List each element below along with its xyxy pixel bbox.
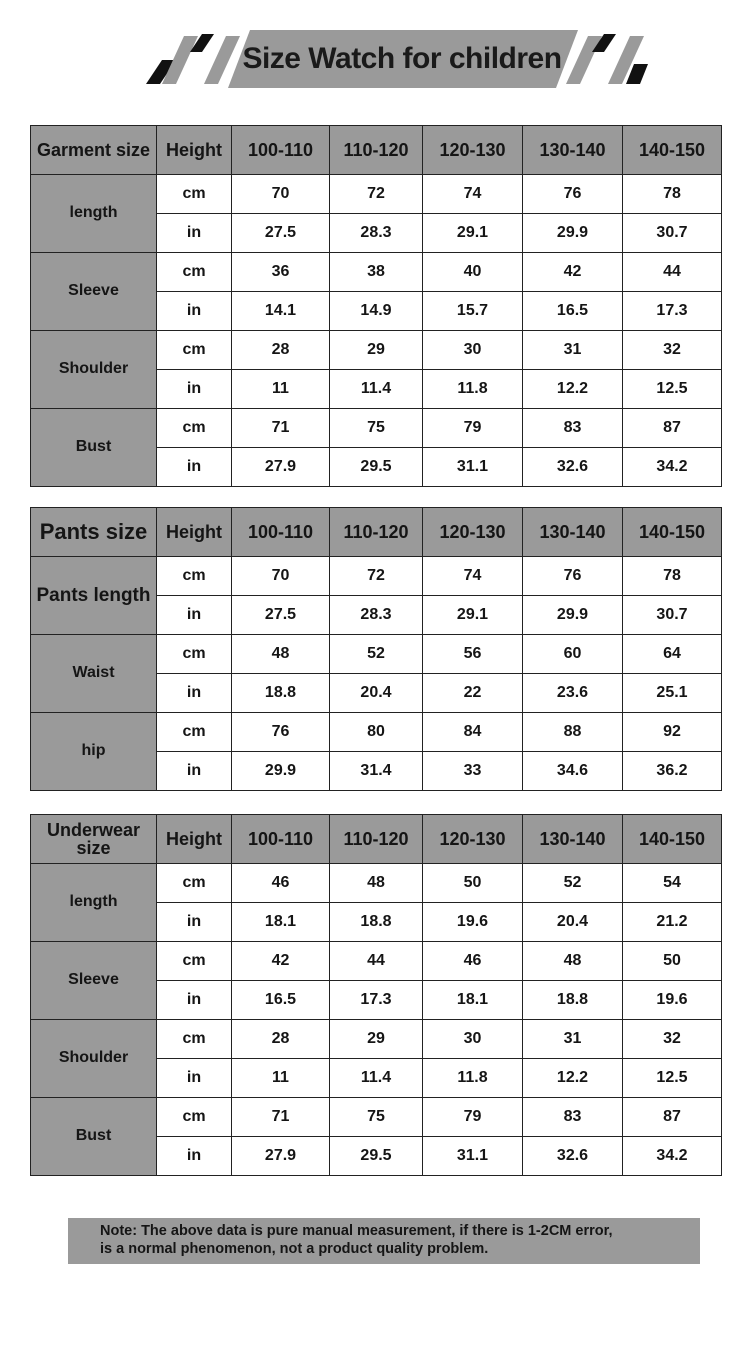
table-cell: 88 bbox=[523, 713, 623, 752]
table-cell: 12.5 bbox=[623, 1059, 722, 1098]
table-cell: 23.6 bbox=[523, 674, 623, 713]
table-cell: 46 bbox=[423, 942, 523, 981]
page-title: Size Watch for children bbox=[242, 42, 562, 75]
table-cell: 11.4 bbox=[330, 1059, 423, 1098]
table-cell: 87 bbox=[623, 409, 722, 448]
unit-cm: cm bbox=[157, 635, 232, 674]
table-row bbox=[31, 713, 722, 752]
table-cell: 60 bbox=[523, 635, 623, 674]
table-cell: 30 bbox=[423, 331, 523, 370]
table-cell: 27.9 bbox=[232, 1137, 330, 1176]
table-cell: 19.6 bbox=[423, 903, 523, 942]
row-label-waist: Waist bbox=[31, 635, 157, 713]
unit-in: in bbox=[157, 1059, 232, 1098]
table-cell: 79 bbox=[423, 409, 523, 448]
unit-in: in bbox=[157, 1137, 232, 1176]
table-cell: 31.1 bbox=[423, 1137, 523, 1176]
underwear-size-header: Underwear size bbox=[31, 815, 157, 864]
table-cell: 20.4 bbox=[330, 674, 423, 713]
table-cell: 25.1 bbox=[623, 674, 722, 713]
table-cell: 52 bbox=[523, 864, 623, 903]
title-banner bbox=[0, 0, 750, 100]
table-cell: 42 bbox=[523, 253, 623, 292]
table-row bbox=[31, 253, 722, 292]
table-cell: 29.9 bbox=[232, 752, 330, 791]
table-cell: 30 bbox=[423, 1020, 523, 1059]
table-cell: 64 bbox=[623, 635, 722, 674]
table-cell: 11 bbox=[232, 1059, 330, 1098]
unit-cm: cm bbox=[157, 331, 232, 370]
column-header: 120-130 bbox=[423, 815, 523, 864]
table-cell: 16.5 bbox=[232, 981, 330, 1020]
column-header: 110-120 bbox=[330, 815, 423, 864]
table-cell: 31 bbox=[523, 331, 623, 370]
column-header: 140-150 bbox=[623, 126, 722, 175]
unit-in: in bbox=[157, 292, 232, 331]
table-cell: 29.1 bbox=[423, 596, 523, 635]
table-cell: 11 bbox=[232, 370, 330, 409]
table-row bbox=[31, 1098, 722, 1137]
unit-cm: cm bbox=[157, 864, 232, 903]
table-cell: 14.1 bbox=[232, 292, 330, 331]
column-header: 130-140 bbox=[523, 126, 623, 175]
table-cell: 19.6 bbox=[623, 981, 722, 1020]
table-cell: 38 bbox=[330, 253, 423, 292]
table-row bbox=[31, 864, 722, 903]
row-label-length: length bbox=[31, 175, 157, 253]
table-cell: 29 bbox=[330, 331, 423, 370]
table-cell: 54 bbox=[623, 864, 722, 903]
row-label-pants-length: Pants length bbox=[31, 557, 157, 635]
table-row bbox=[31, 557, 722, 596]
table-cell: 44 bbox=[623, 253, 722, 292]
table-row bbox=[31, 331, 722, 370]
unit-in: in bbox=[157, 596, 232, 635]
row-label-length: length bbox=[31, 864, 157, 942]
row-label-shoulder: Shoulder bbox=[31, 1020, 157, 1098]
table-cell: 31 bbox=[523, 1020, 623, 1059]
table-cell: 34.2 bbox=[623, 448, 722, 487]
table-cell: 29 bbox=[330, 1020, 423, 1059]
unit-in: in bbox=[157, 981, 232, 1020]
table-cell: 74 bbox=[423, 557, 523, 596]
table-cell: 87 bbox=[623, 1098, 722, 1137]
table-cell: 20.4 bbox=[523, 903, 623, 942]
table-row bbox=[31, 1020, 722, 1059]
row-label-sleeve: Sleeve bbox=[31, 253, 157, 331]
column-header: 120-130 bbox=[423, 126, 523, 175]
table-cell: 72 bbox=[330, 557, 423, 596]
table-cell: 52 bbox=[330, 635, 423, 674]
height-header: Height bbox=[157, 126, 232, 175]
column-header: 100-110 bbox=[232, 815, 330, 864]
table-header-row bbox=[31, 126, 722, 175]
table-cell: 78 bbox=[623, 175, 722, 214]
table-cell: 84 bbox=[423, 713, 523, 752]
unit-in: in bbox=[157, 370, 232, 409]
table-cell: 70 bbox=[232, 175, 330, 214]
underwear-size-table bbox=[30, 814, 722, 1176]
table-cell: 42 bbox=[232, 942, 330, 981]
column-header: 140-150 bbox=[623, 508, 722, 557]
row-label-bust: Bust bbox=[31, 1098, 157, 1176]
table-cell: 30.7 bbox=[623, 596, 722, 635]
table-cell: 29.1 bbox=[423, 214, 523, 253]
table-cell: 56 bbox=[423, 635, 523, 674]
table-cell: 16.5 bbox=[523, 292, 623, 331]
row-label-shoulder: Shoulder bbox=[31, 331, 157, 409]
table-cell: 36 bbox=[232, 253, 330, 292]
unit-cm: cm bbox=[157, 175, 232, 214]
table-cell: 17.3 bbox=[623, 292, 722, 331]
unit-cm: cm bbox=[157, 557, 232, 596]
table-cell: 29.9 bbox=[523, 214, 623, 253]
table-cell: 40 bbox=[423, 253, 523, 292]
table-cell: 44 bbox=[330, 942, 423, 981]
unit-in: in bbox=[157, 214, 232, 253]
column-header: 100-110 bbox=[232, 126, 330, 175]
table-cell: 76 bbox=[232, 713, 330, 752]
table-cell: 12.2 bbox=[523, 370, 623, 409]
height-header: Height bbox=[157, 815, 232, 864]
table-cell: 28.3 bbox=[330, 214, 423, 253]
table-header-row bbox=[31, 508, 722, 557]
table-cell: 72 bbox=[330, 175, 423, 214]
table-cell: 36.2 bbox=[623, 752, 722, 791]
garment-size-header: Garment size bbox=[31, 126, 157, 175]
table-cell: 75 bbox=[330, 1098, 423, 1137]
table-cell: 27.5 bbox=[232, 596, 330, 635]
table-row bbox=[31, 175, 722, 214]
table-cell: 74 bbox=[423, 175, 523, 214]
pants-size-table bbox=[30, 507, 722, 791]
table-cell: 18.8 bbox=[523, 981, 623, 1020]
table-header-row bbox=[31, 815, 722, 864]
pants-size-header: Pants size bbox=[31, 508, 157, 557]
table-cell: 83 bbox=[523, 409, 623, 448]
table-cell: 70 bbox=[232, 557, 330, 596]
table-cell: 48 bbox=[523, 942, 623, 981]
table-cell: 32.6 bbox=[523, 1137, 623, 1176]
table-cell: 76 bbox=[523, 557, 623, 596]
table-cell: 12.5 bbox=[623, 370, 722, 409]
table-cell: 34.6 bbox=[523, 752, 623, 791]
column-header: 140-150 bbox=[623, 815, 722, 864]
table-cell: 18.8 bbox=[330, 903, 423, 942]
note-box bbox=[68, 1218, 700, 1264]
table-cell: 14.9 bbox=[330, 292, 423, 331]
height-header: Height bbox=[157, 508, 232, 557]
column-header: 120-130 bbox=[423, 508, 523, 557]
table-cell: 15.7 bbox=[423, 292, 523, 331]
table-row bbox=[31, 942, 722, 981]
table-row bbox=[31, 409, 722, 448]
garment-size-table bbox=[30, 125, 722, 487]
column-header: 130-140 bbox=[523, 508, 623, 557]
table-cell: 46 bbox=[232, 864, 330, 903]
table-cell: 78 bbox=[623, 557, 722, 596]
table-cell: 27.5 bbox=[232, 214, 330, 253]
table-cell: 71 bbox=[232, 1098, 330, 1137]
table-cell: 11.8 bbox=[423, 370, 523, 409]
table-cell: 50 bbox=[623, 942, 722, 981]
table-cell: 31.4 bbox=[330, 752, 423, 791]
table-cell: 50 bbox=[423, 864, 523, 903]
table-cell: 75 bbox=[330, 409, 423, 448]
table-cell: 17.3 bbox=[330, 981, 423, 1020]
row-label-sleeve: Sleeve bbox=[31, 942, 157, 1020]
table-cell: 18.8 bbox=[232, 674, 330, 713]
unit-cm: cm bbox=[157, 253, 232, 292]
table-cell: 11.8 bbox=[423, 1059, 523, 1098]
row-label-bust: Bust bbox=[31, 409, 157, 487]
unit-in: in bbox=[157, 903, 232, 942]
table-cell: 48 bbox=[330, 864, 423, 903]
table-cell: 28 bbox=[232, 331, 330, 370]
table-cell: 28.3 bbox=[330, 596, 423, 635]
column-header: 130-140 bbox=[523, 815, 623, 864]
unit-cm: cm bbox=[157, 713, 232, 752]
table-cell: 92 bbox=[623, 713, 722, 752]
table-cell: 32 bbox=[623, 331, 722, 370]
table-cell: 48 bbox=[232, 635, 330, 674]
table-row bbox=[31, 635, 722, 674]
table-cell: 76 bbox=[523, 175, 623, 214]
unit-in: in bbox=[157, 448, 232, 487]
table-cell: 31.1 bbox=[423, 448, 523, 487]
column-header: 110-120 bbox=[330, 126, 423, 175]
table-cell: 33 bbox=[423, 752, 523, 791]
table-cell: 32 bbox=[623, 1020, 722, 1059]
table-cell: 18.1 bbox=[232, 903, 330, 942]
table-cell: 32.6 bbox=[523, 448, 623, 487]
table-cell: 29.9 bbox=[523, 596, 623, 635]
table-cell: 80 bbox=[330, 713, 423, 752]
table-cell: 28 bbox=[232, 1020, 330, 1059]
table-cell: 11.4 bbox=[330, 370, 423, 409]
unit-cm: cm bbox=[157, 1098, 232, 1137]
note-text: Note: The above data is pure manual measurement, if there is 1-2CM error, is a normal phenomenon, not a product quality problem. bbox=[100, 1223, 613, 1257]
unit-in: in bbox=[157, 752, 232, 791]
table-cell: 30.7 bbox=[623, 214, 722, 253]
table-cell: 29.5 bbox=[330, 448, 423, 487]
table-cell: 83 bbox=[523, 1098, 623, 1137]
table-cell: 22 bbox=[423, 674, 523, 713]
table-cell: 79 bbox=[423, 1098, 523, 1137]
unit-cm: cm bbox=[157, 409, 232, 448]
table-cell: 12.2 bbox=[523, 1059, 623, 1098]
table-cell: 34.2 bbox=[623, 1137, 722, 1176]
table-cell: 29.5 bbox=[330, 1137, 423, 1176]
table-cell: 27.9 bbox=[232, 448, 330, 487]
column-header: 100-110 bbox=[232, 508, 330, 557]
row-label-hip: hip bbox=[31, 713, 157, 791]
unit-cm: cm bbox=[157, 1020, 232, 1059]
unit-in: in bbox=[157, 674, 232, 713]
column-header: 110-120 bbox=[330, 508, 423, 557]
unit-cm: cm bbox=[157, 942, 232, 981]
table-cell: 18.1 bbox=[423, 981, 523, 1020]
table-cell: 21.2 bbox=[623, 903, 722, 942]
table-cell: 71 bbox=[232, 409, 330, 448]
